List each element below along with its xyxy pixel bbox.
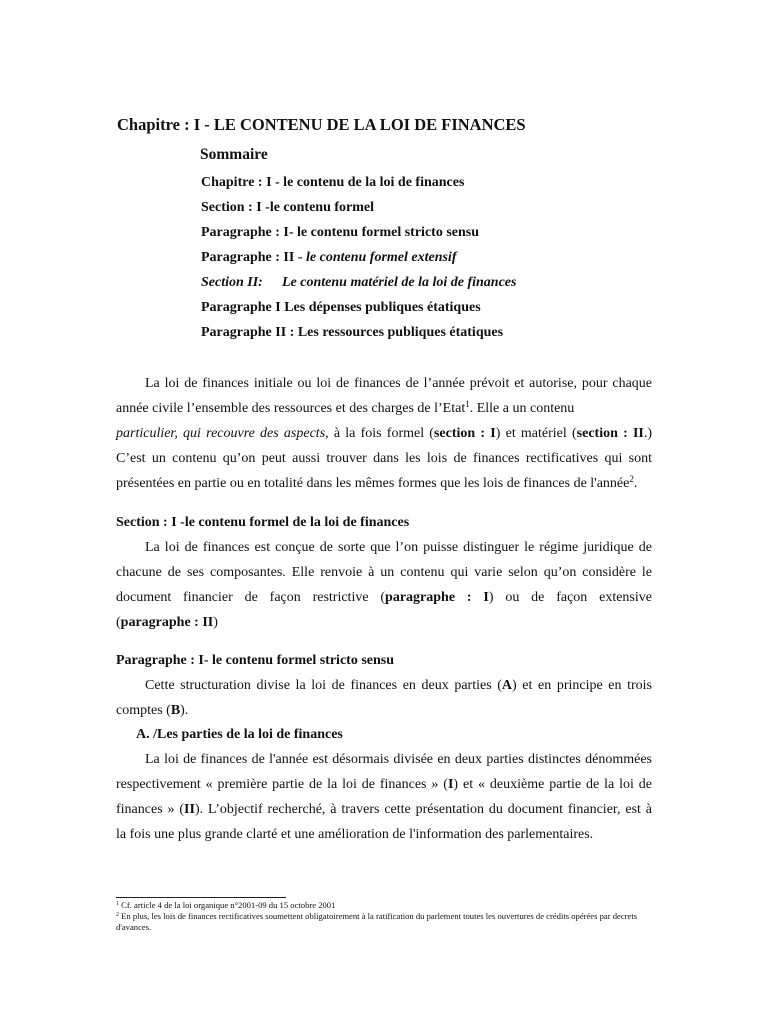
text-line: C’est un contenu qu’on peut aussi trouver dans les lois de finances rectificatives qui sont bbox=[116, 451, 652, 466]
text-span: . bbox=[633, 476, 638, 491]
sommaire-heading: Sommaire bbox=[200, 146, 268, 163]
table-of-contents bbox=[201, 174, 516, 349]
footnote-number: 2 bbox=[116, 912, 119, 918]
text-span: ) bbox=[213, 615, 218, 630]
text-line: la fois une plus grande clarté et une amélioration de l'information des parlementaires. bbox=[116, 827, 594, 842]
bold-span: B bbox=[170, 703, 181, 718]
text-span: document financier de façon restrictive ( bbox=[116, 590, 386, 605]
text-line bbox=[116, 396, 652, 421]
paragraph-heading: Paragraphe : I- le contenu formel stricto sensu bbox=[116, 653, 395, 668]
text-span: ). bbox=[180, 703, 189, 718]
text-line: chacune de ses composantes. Elle renvoie à un contenu qui varie selon qu’on considère le bbox=[116, 565, 652, 580]
bold-span: II bbox=[184, 802, 195, 817]
footnote-text: Cf. article 4 de la loi organique n°2001-09 du 15 octobre 2001 bbox=[119, 900, 336, 910]
chapter-title: Chapitre : I - LE CONTENU DE LA LOI DE FINANCES bbox=[117, 115, 526, 134]
text-span: Cette structuration divise la loi de finances en deux parties ( bbox=[145, 678, 502, 693]
footnote-number: 1 bbox=[116, 901, 119, 907]
text-span: ). L’objectif recherché, à travers cette présentation du document financier, est à bbox=[194, 802, 653, 817]
toc-item-text: Le contenu matériel de la loi de finances bbox=[282, 275, 517, 290]
text-line: La loi de finances est conçue de sorte que l’on puisse distinguer le régime juridique de bbox=[145, 540, 652, 555]
bold-span: I bbox=[447, 777, 454, 792]
toc-item: Paragraphe II : Les ressources publiques étatiques bbox=[201, 325, 504, 340]
text-line bbox=[116, 585, 652, 610]
footnote-ref: 2 bbox=[629, 474, 634, 484]
bold-span: section : I bbox=[433, 426, 496, 441]
text-line bbox=[116, 673, 652, 698]
text-span: . Elle a un contenu bbox=[469, 401, 575, 416]
bold-span: paragraphe : II bbox=[120, 615, 214, 630]
text-span: .) bbox=[643, 426, 653, 441]
text-line bbox=[116, 421, 652, 446]
footnote-2 bbox=[116, 911, 652, 933]
text-line: La loi de finances de l'année est désormais divisée en deux parties distinctes dénommées bbox=[145, 752, 652, 767]
bold-span: section : II bbox=[576, 426, 644, 441]
footnote-divider bbox=[116, 897, 286, 898]
toc-item-prefix: Section II: bbox=[201, 275, 263, 290]
toc-item bbox=[201, 274, 516, 299]
section-1 bbox=[116, 510, 652, 635]
footnote-1 bbox=[116, 900, 652, 911]
subsection-heading: A. /Les parties de la loi de finances bbox=[136, 727, 343, 742]
intro-paragraph bbox=[116, 371, 652, 496]
toc-item-prefix: Paragraphe : II - bbox=[201, 250, 306, 265]
text-span: comptes ( bbox=[116, 703, 171, 718]
text-span: année civile l’ensemble des ressources et des charges de l’Etat bbox=[116, 401, 466, 416]
toc-item: Chapitre : I - le contenu de la loi de finances bbox=[201, 175, 465, 190]
bold-span: A bbox=[501, 678, 513, 693]
bold-span: paragraphe : I bbox=[385, 590, 489, 605]
footnote-text: En plus, les lois de finances rectificatives soumettent obligatoirement à la ratification du parlement toutes les ouvertures de crédits opérées par decrets d'avances. bbox=[116, 911, 638, 932]
text-line bbox=[116, 772, 652, 797]
text-line bbox=[116, 610, 652, 635]
text-line: La loi de finances initiale ou loi de finances de l’année prévoit et autorise, pour chaque bbox=[145, 376, 652, 391]
text-line bbox=[116, 698, 652, 723]
text-span: ) ou de façon extensive bbox=[488, 590, 652, 605]
text-span: respectivement « première partie de la loi de finances » ( bbox=[116, 777, 448, 792]
text-span: ) et « deuxième partie de la loi de bbox=[453, 777, 652, 792]
text-span: ) et en principe en trois bbox=[512, 678, 653, 693]
text-span: , à la fois formel ( bbox=[325, 426, 434, 441]
text-span: ) et matériel ( bbox=[495, 426, 577, 441]
subsection-a bbox=[116, 722, 652, 847]
paragraph-1 bbox=[116, 648, 652, 723]
toc-item-italic: le contenu formel extensif bbox=[306, 250, 457, 265]
text-span: ( bbox=[116, 615, 121, 630]
footnote-ref: 1 bbox=[465, 399, 470, 409]
toc-item: Section : I -le contenu formel bbox=[201, 200, 375, 215]
toc-item: Paragraphe I Les dépenses publiques étatiques bbox=[201, 300, 481, 315]
text-line bbox=[116, 471, 652, 496]
toc-item: Paragraphe : I- le contenu formel stricto sensu bbox=[201, 225, 480, 240]
section-heading: Section : I -le contenu formel de la loi de finances bbox=[116, 515, 410, 530]
text-span: finances » ( bbox=[116, 802, 185, 817]
text-span: présentées en partie ou en totalité dans les mêmes formes que les lois de finances de l'année bbox=[116, 476, 630, 491]
toc-item bbox=[201, 249, 516, 274]
text-line bbox=[116, 797, 652, 822]
italic-span: particulier, qui recouvre des aspects bbox=[116, 426, 326, 441]
